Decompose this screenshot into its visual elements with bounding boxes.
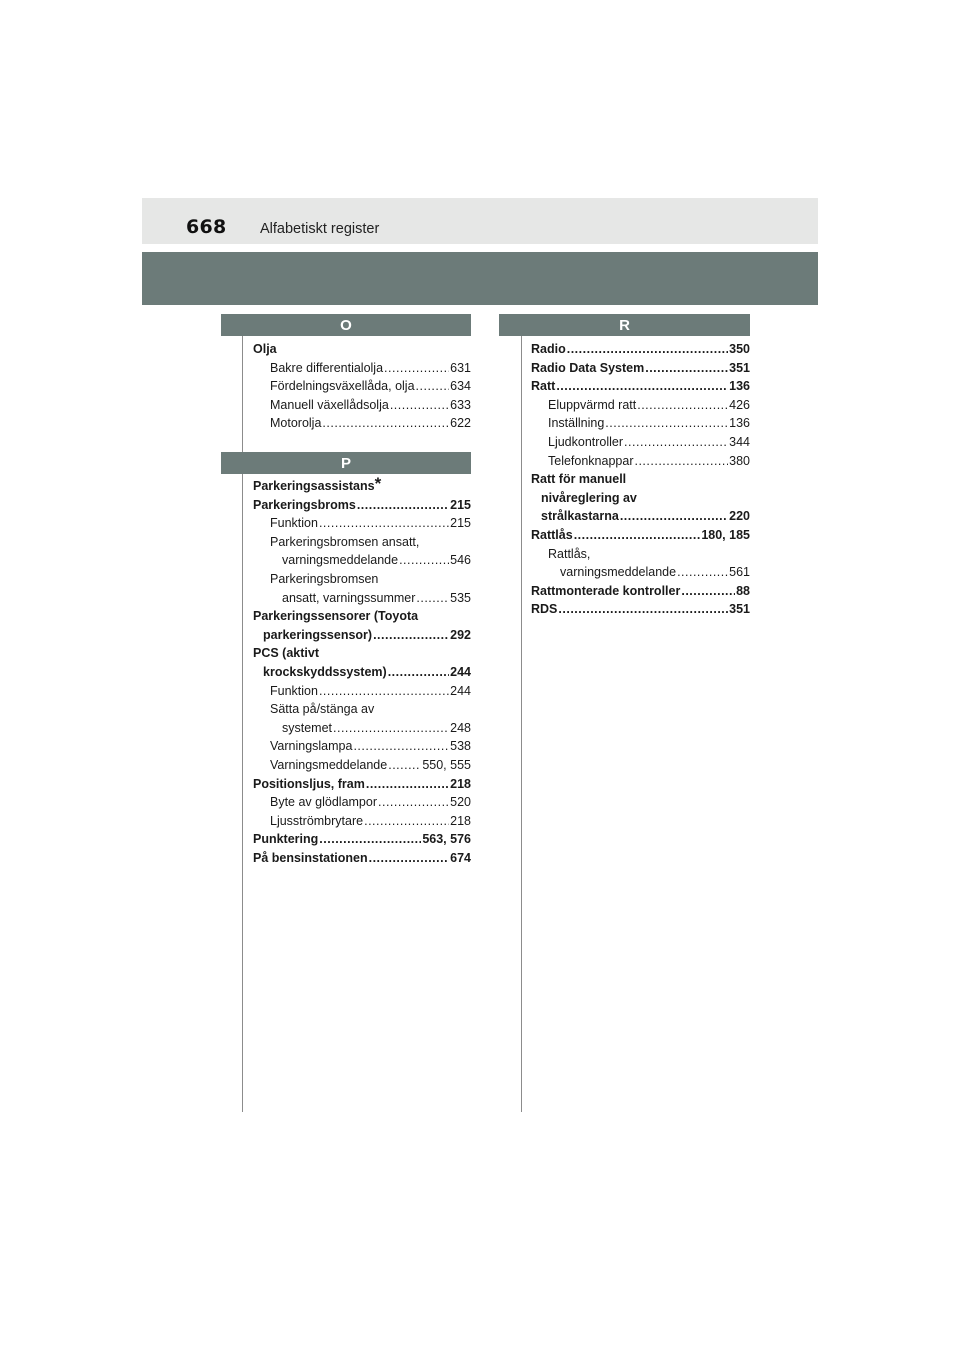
entry-term: nivåreglering av — [541, 490, 637, 505]
dot-leader — [390, 396, 449, 415]
index-entry — [531, 545, 750, 564]
entry-term: Rattlås, — [548, 546, 591, 561]
entry-page-ref: 215 — [450, 497, 471, 512]
entry-page-ref: 631 — [450, 360, 471, 375]
index-entry — [531, 359, 750, 378]
index-entry — [253, 682, 471, 701]
dot-leader — [416, 589, 449, 608]
entry-term: Funktion — [270, 683, 318, 698]
entry-page-ref: 550, 555 — [422, 757, 471, 772]
entry-page-ref: 218 — [450, 776, 471, 791]
entry-term: parkeringssensor) — [263, 627, 373, 642]
dot-leader — [645, 359, 728, 378]
index-entry — [531, 563, 750, 582]
entry-term: Bakre differentialolja — [270, 360, 384, 375]
index-entry — [253, 589, 471, 608]
dot-leader — [681, 582, 735, 601]
dot-leader — [333, 719, 449, 738]
entry-term: Varningsmeddelande — [270, 757, 388, 772]
entry-term: Rattmonterade kontroller — [531, 583, 681, 598]
dot-leader — [378, 793, 449, 812]
index-entry — [253, 607, 471, 626]
entry-term: Ljusströmbrytare — [270, 813, 364, 828]
index-entry — [253, 644, 471, 663]
entry-page-ref: 136 — [729, 379, 750, 394]
column-rule-right — [521, 336, 522, 1112]
entry-page-ref: 538 — [450, 739, 471, 754]
index-entry — [253, 849, 471, 868]
dot-leader — [353, 737, 449, 756]
entry-page-ref: 180, 185 — [701, 527, 750, 542]
dot-leader — [319, 830, 421, 849]
letter-heading-p: P — [221, 452, 471, 474]
index-entry — [253, 359, 471, 378]
entry-term: Varningslampa — [270, 739, 353, 754]
entry-page-ref: 88 — [736, 583, 750, 598]
entry-term: Parkeringsbroms — [253, 497, 356, 512]
entry-term: Fördelningsväxellåda, olja — [270, 379, 415, 394]
dot-leader — [634, 452, 728, 471]
entry-page-ref: 215 — [450, 516, 471, 531]
section-title: Alfabetiskt register — [260, 221, 380, 237]
index-column-p — [253, 474, 471, 867]
dot-leader — [366, 775, 449, 794]
entry-page-ref: 292 — [450, 627, 471, 642]
entry-term: Positionsljus, fram — [253, 776, 365, 791]
dot-leader — [322, 414, 449, 433]
dot-leader — [388, 756, 421, 775]
index-entry — [253, 663, 471, 682]
index-entry — [253, 496, 471, 515]
entry-term: På bensinstationen — [253, 850, 368, 865]
index-entry — [253, 551, 471, 570]
index-entry — [253, 570, 471, 589]
index-entry — [253, 533, 471, 552]
dot-leader — [637, 396, 728, 415]
entry-page-ref: 350 — [729, 342, 750, 356]
index-entry — [253, 830, 471, 849]
index-entry — [531, 414, 750, 433]
dot-leader — [384, 359, 449, 378]
dot-leader — [369, 849, 450, 868]
entry-term: Byte av glödlampor — [270, 795, 378, 810]
entry-term: ansatt, varningssummer — [282, 590, 416, 605]
index-entry — [531, 582, 750, 601]
dot-leader — [388, 663, 449, 682]
index-entry — [531, 600, 750, 619]
index-column-r — [531, 340, 750, 619]
dot-leader — [567, 340, 728, 359]
index-entry — [531, 396, 750, 415]
entry-page-ref: 561 — [729, 565, 750, 580]
entry-term: Parkeringsbromsen ansatt, — [270, 534, 420, 549]
index-entry — [253, 719, 471, 738]
dot-leader — [364, 812, 449, 831]
entry-page-ref: 546 — [450, 553, 471, 568]
entry-page-ref: 622 — [450, 416, 471, 431]
entry-term: Ratt — [531, 379, 556, 394]
index-entry — [253, 793, 471, 812]
entry-page-ref: 535 — [450, 590, 471, 605]
index-entry — [531, 489, 750, 508]
index-entry — [531, 507, 750, 526]
dot-leader — [605, 414, 728, 433]
entry-term: Punktering — [253, 832, 319, 847]
letter-heading-o: O — [221, 314, 471, 336]
index-entry — [531, 377, 750, 396]
entry-term: Sätta på/stänga av — [270, 702, 375, 717]
index-entry — [531, 470, 750, 489]
index-entry: Parkeringsassistans * — [253, 477, 471, 496]
entry-page-ref: 220 — [729, 509, 750, 524]
entry-term: RDS — [531, 602, 558, 617]
index-entry — [253, 700, 471, 719]
entry-term: Funktion — [270, 516, 318, 531]
letter-heading-r: R — [499, 314, 750, 336]
dot-leader — [677, 563, 728, 582]
dot-leader — [416, 377, 450, 396]
index-entry — [253, 414, 471, 433]
dot-leader — [399, 551, 449, 570]
index-entry — [253, 775, 471, 794]
entry-term: Ljudkontroller — [548, 434, 624, 449]
entry-page-ref: 218 — [450, 813, 471, 828]
index-entry — [253, 756, 471, 775]
dot-leader — [556, 377, 728, 396]
index-column-o — [253, 340, 471, 433]
index-entry — [253, 626, 471, 645]
entry-term: Parkeringsbromsen — [270, 571, 379, 586]
index-entry — [253, 340, 471, 359]
entry-term: varningsmeddelande — [282, 553, 399, 568]
header-band — [142, 252, 818, 305]
entry-term: varningsmeddelande — [560, 565, 677, 580]
entry-term: Motorolja — [270, 416, 322, 431]
index-entry — [531, 452, 750, 471]
entry-term: Telefonknappar — [548, 453, 634, 468]
entry-page-ref: 674 — [450, 850, 471, 865]
dot-leader — [624, 433, 728, 452]
entry-term: krockskyddssystem) — [263, 664, 387, 679]
index-entry — [531, 433, 750, 452]
entry-page-ref: 380 — [729, 453, 750, 468]
entry-page-ref: 351 — [729, 360, 750, 375]
index-entry — [531, 526, 750, 545]
dot-leader — [319, 682, 449, 701]
entry-page-ref: 244 — [450, 664, 471, 679]
entry-page-ref: 426 — [729, 397, 750, 412]
entry-term: PCS (aktivt — [253, 646, 319, 661]
entry-term: Olja — [253, 342, 277, 356]
entry-page-ref: 634 — [450, 379, 471, 394]
entry-page-ref: 351 — [729, 602, 750, 617]
index-entry — [253, 377, 471, 396]
entry-term: Eluppvärmd ratt — [548, 397, 637, 412]
index-entry — [253, 396, 471, 415]
header-bar — [142, 198, 818, 244]
index-entry — [531, 340, 750, 359]
index-entry — [253, 737, 471, 756]
entry-term: systemet — [282, 720, 333, 735]
dot-leader — [319, 514, 449, 533]
entry-term: Parkeringsassistans — [253, 479, 375, 493]
entry-page-ref: 248 — [450, 720, 471, 735]
entry-page-ref: 563, 576 — [422, 832, 471, 847]
dot-leader — [373, 626, 449, 645]
entry-term: Inställning — [548, 416, 605, 431]
entry-page-ref: 244 — [450, 683, 471, 698]
entry-page-ref: 633 — [450, 397, 471, 412]
entry-page-ref: 136 — [729, 416, 750, 431]
entry-term: Radio Data System — [531, 360, 645, 375]
entry-term: Parkeringssensorer (Toyota — [253, 609, 419, 624]
entry-term: Rattlås — [531, 527, 573, 542]
dot-leader — [574, 526, 701, 545]
entry-term: strålkastarna — [541, 509, 619, 524]
entry-term: Ratt för manuell — [531, 472, 627, 487]
dot-leader — [558, 600, 728, 619]
dot-leader — [357, 496, 449, 515]
dot-leader — [620, 507, 728, 526]
entry-term: Radio — [531, 342, 566, 356]
entry-page-ref: 344 — [729, 434, 750, 449]
entry-page-ref: 520 — [450, 795, 471, 810]
page-number: 668 — [186, 216, 227, 238]
index-entry — [253, 812, 471, 831]
entry-term: Manuell växellådsolja — [270, 397, 389, 412]
index-entry — [253, 514, 471, 533]
